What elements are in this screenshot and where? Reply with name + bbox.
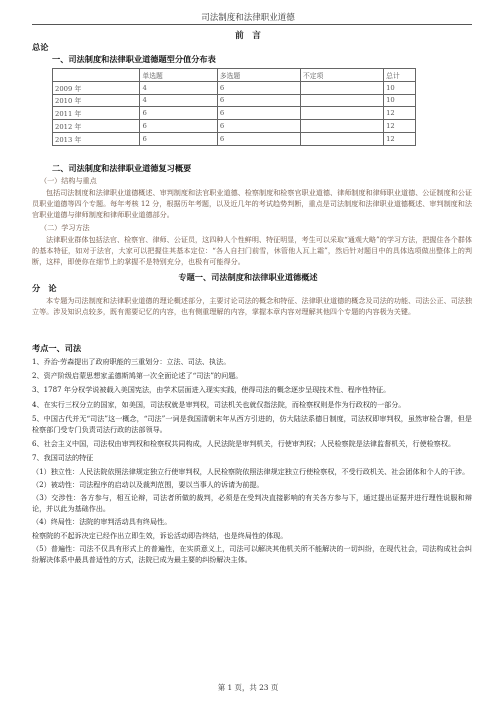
table-header-cell: 不定项 [300, 69, 383, 82]
table-cell: 6 [140, 132, 217, 145]
analysis-paragraph: 本专题为司法制度和法律职业道德的理论概述部分，主要讨论司法的概念和特征、法律职业道德的概念及司法的功能、司法公正、司法独立等。涉及知识点较多，既有需要记忆的内容，也有侧重理解的内容，掌握本章内容对理解其他四个专题的内容极为关键。 [32, 296, 472, 317]
subsection-method-title: （二）学习方法 [40, 223, 90, 232]
key-point-1-title: 考点一、司法 [32, 343, 82, 353]
table-cell: 12 [384, 107, 416, 120]
table-header-cell: 单选题 [140, 69, 217, 82]
table-cell: 4 [140, 81, 217, 94]
table-cell: 6 [217, 132, 300, 145]
section-2-title: 二、司法制度和法律职业道德复习概要 [52, 163, 192, 173]
subsection-structure-title: （一）结构与重点 [40, 176, 97, 185]
table-row [53, 120, 416, 133]
table-header-cell [53, 69, 140, 82]
score-distribution-table [52, 68, 416, 146]
table-cell: 4 [140, 94, 217, 107]
list-item: 4、在实行三权分立的国家，如美国，司法权就是审判权，司法机关也就仅指法院，而检察权则是作为行政权的一部分。 [32, 399, 406, 409]
overview-label: 总论 [32, 42, 49, 52]
table-cell: 12 [384, 120, 416, 133]
table-cell: 10 [384, 94, 416, 107]
topic-1-title: 专题一、司法制度和法律职业道德概述 [178, 272, 318, 282]
table-cell [300, 81, 383, 94]
table-cell [300, 132, 383, 145]
list-item: （3）交涉性：各方参与，相互论辩，司法者所做的裁判，必须是在受判决直接影响的有关各方参与下，通过提出证据并进行理性说服和辩论，并以此为基础作出。 [32, 493, 472, 514]
list-item: （4）终局性：法院的审判活动具有终局性。 [32, 517, 172, 527]
table-row [53, 132, 416, 145]
table-cell: 2011 年 [53, 107, 140, 120]
analysis-label: 分 论 [32, 283, 57, 293]
table-header-cell: 总计 [384, 69, 416, 82]
table-cell: 6 [217, 120, 300, 133]
running-header: 司法制度和法律职业道德 [201, 13, 295, 23]
table-row [53, 107, 416, 120]
list-item: 3、1787 年分权学说被载入美国宪法，由学术层面进入现实实践，使得司法的概念逐步呈现技术性、程序性特征。 [32, 385, 391, 395]
structure-paragraph: 包括司法制度和法律职业道德概述、审判制度和法官职业道德、检察制度和检察官职业道德、律师制度和律师职业道德、公证制度和公证员职业道德等四个专题。每年考核 12 分，根据历年考题，以及近几年的考试趋势判断，重点是司法制度和法律职业道德概述、审判制度和法官职业道德与律师制度和律师职业道德部分。 [32, 188, 472, 220]
list-item: （5）普遍性：司法不仅具有形式上的普遍性，在实质意义上，司法可以解决其他机关所不能解决的一切纠纷，在现代社会，司法构成社会纠纷解决体系中最具普适性的方式，法院已成为最主要的纠纷解决主体。 [32, 543, 472, 565]
list-item: 检察院的不起诉决定已经作出立即生效，诉讼活动即告终结，也是终局性的体现。 [32, 530, 288, 540]
table-header-cell: 多选题 [217, 69, 300, 82]
method-paragraph: 法律职业群体包括法官、检察官、律师、公证员，这四种人个性鲜明、特征明显，考生可以采取“通观大略”的学习方法，把握住各个群体的基本特征，如对于法官，大家可以把握住其基本定位：“各人自扫门前雪，休管他人瓦上霜”，然后针对题目中的具体选项做出整体上的判断，这样，即使你在细节上的掌握不是特别充分，也极有可能得分。 [32, 235, 472, 267]
table-cell: 6 [140, 120, 217, 133]
table-cell: 6 [217, 81, 300, 94]
table-cell: 12 [384, 132, 416, 145]
list-item: 7、我国司法的特征 [32, 453, 94, 463]
list-item: 2、资产阶级启蒙思想家孟德斯鸠第一次全面论述了“司法”的问题。 [32, 371, 243, 381]
section-1-title: 一、司法制度和法律职业道德题型分值分布表 [52, 54, 216, 64]
table-cell: 2009 年 [53, 81, 140, 94]
table-cell: 2012 年 [53, 120, 140, 133]
table-cell [300, 94, 383, 107]
table-cell: 6 [140, 107, 217, 120]
list-item: 1、乔治·劳森提出了政府职能的三重划分：立法、司法、执法。 [32, 357, 231, 366]
list-item: （1）独立性：人民法院依照法律规定独立行使审判权，人民检察院依照法律规定独立行使检察权，不受行政机关、社会团体和个人的干涉。 [32, 466, 470, 476]
table-row [53, 81, 416, 94]
table-header-row [53, 69, 416, 82]
list-item: 6、社会主义中国，司法权由审判权和检察权共同构成，人民法院是审判机关，行使审判权；人民检察院是法律监督机关，行使检察权。 [32, 439, 456, 449]
table-cell [300, 107, 383, 120]
table-cell [300, 120, 383, 133]
preface-title: 前 言 [235, 31, 261, 41]
list-item: 5、中国古代并无“司法”这一概念，“司法”一词是我国清朝末年从西方引进的，仿大陆法系德日制度，司法权即审判权，虽然审检合署，但是检察部门受专门负责司法行政的法部领导。 [32, 413, 472, 435]
table-row [53, 94, 416, 107]
table-cell: 6 [217, 94, 300, 107]
key-point-list [32, 356, 472, 567]
table-cell: 6 [217, 107, 300, 120]
page-footer: 第 1 页，共 23 页 [217, 683, 279, 692]
header-divider [32, 24, 472, 25]
table-cell: 2013 年 [53, 132, 140, 145]
table-cell: 10 [384, 81, 416, 94]
list-item: （2）被动性：司法程序的启动以及裁判范围，要以当事人的诉请为前提。 [32, 479, 264, 489]
table-cell: 2010 年 [53, 94, 140, 107]
